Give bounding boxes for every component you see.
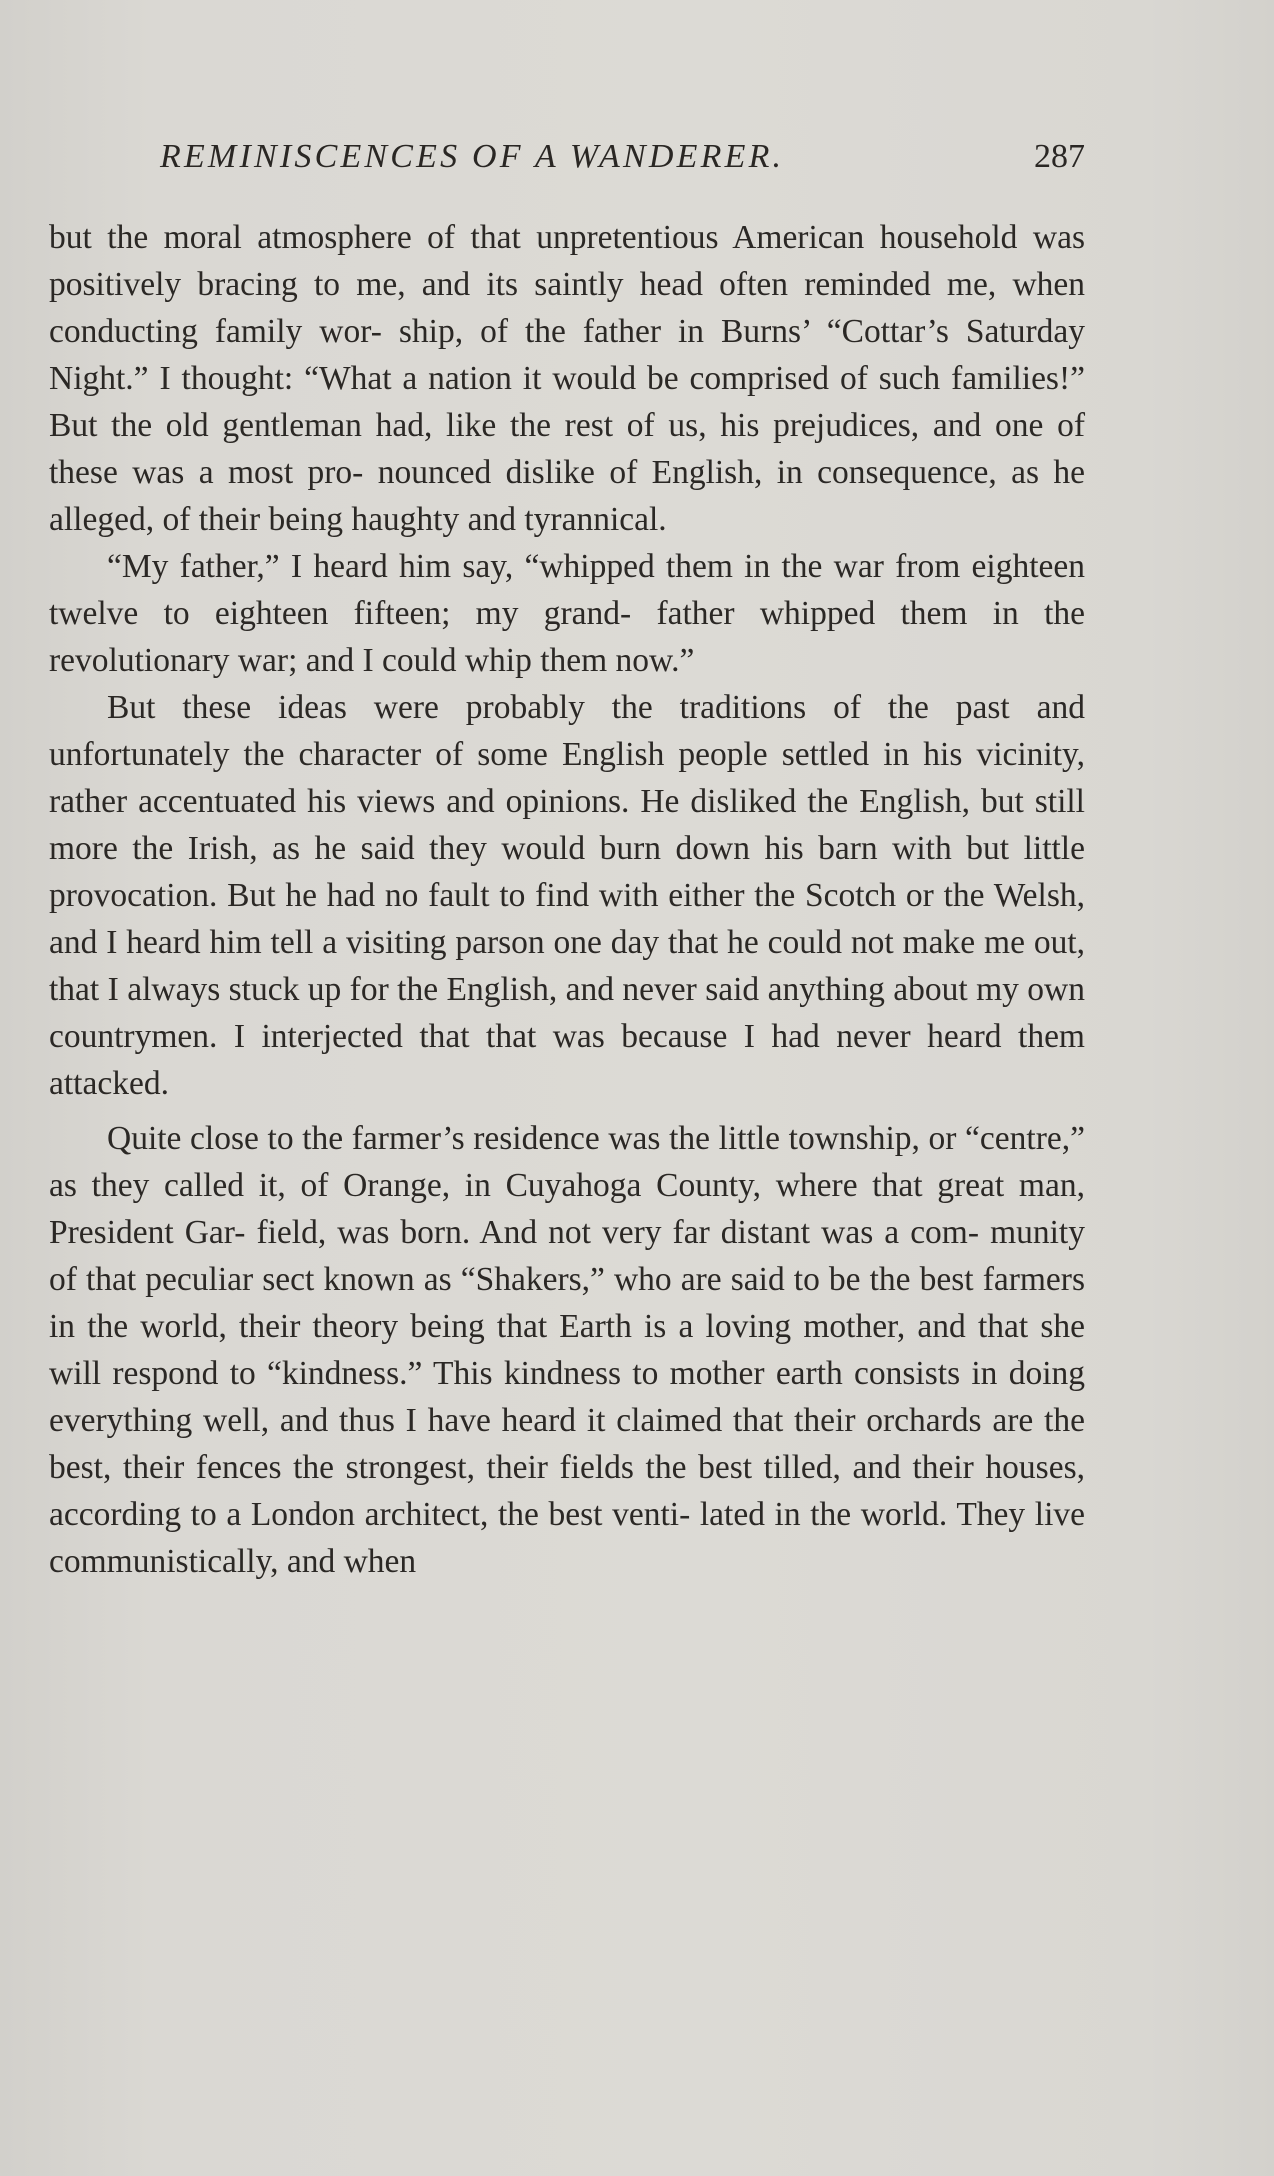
paragraph-2: “My father,” I heard him say, “whipped them in the war from eighteen twelve to eighteen fifteen; my grand- father whipped them in the revolutionary war; and I could whip them now.” (49, 548, 1085, 679)
paragraph-3: But these ideas were probably the traditions of the past and unfortunately the character of some English people settled in his vicinity, rather accentuated his views and opinions. He disliked the English, but still more the Irish, as he said they would burn down his barn with but little provocation. But he had no fault to find with either the Scotch or the Welsh, and I heard him tell a visiting parson one day that he could not make me out, that I always stuck up for the English, and never said anything about my own countrymen. I interjected that that was because I had never heard them attacked. (49, 689, 1085, 1102)
page-number: 287 (1034, 138, 1085, 175)
page-header (160, 132, 1085, 192)
paragraph-1: but the moral atmosphere of that unpretentious American household was positively bracing to me, and its saintly head often reminded me, when conducting family wor- ship, of the father in Burns’ “Cottar’s Saturday Night.” I thought: “What a nation it would be comprised of such families!” But the old gentleman had, like the rest of us, his prejudices, and one of these was a most pro- nounced dislike of English, in consequence, as he alleged, of their being haughty and tyrannical. (49, 219, 1085, 538)
body-text (49, 214, 1085, 1585)
running-title: REMINISCENCES OF A WANDERER. (160, 138, 785, 175)
paragraph-4: Quite close to the farmer’s residence was the little township, or “centre,” as they called it, of Orange, in Cuyahoga County, where that great man, President Gar- field, was born. And not very far distant was a com- munity of that peculiar sect known as “Shakers,” who are said to be the best farmers in the world, their theory being that Earth is a loving mother, and that she will respond to “kindness.” This kindness to mother earth consists in doing everything well, and thus I have heard it claimed that their orchards are the best, their fences the strongest, their fields the best tilled, and their houses, according to a London architect, the best venti- lated in the world. They live communistically, and when (49, 1120, 1085, 1580)
